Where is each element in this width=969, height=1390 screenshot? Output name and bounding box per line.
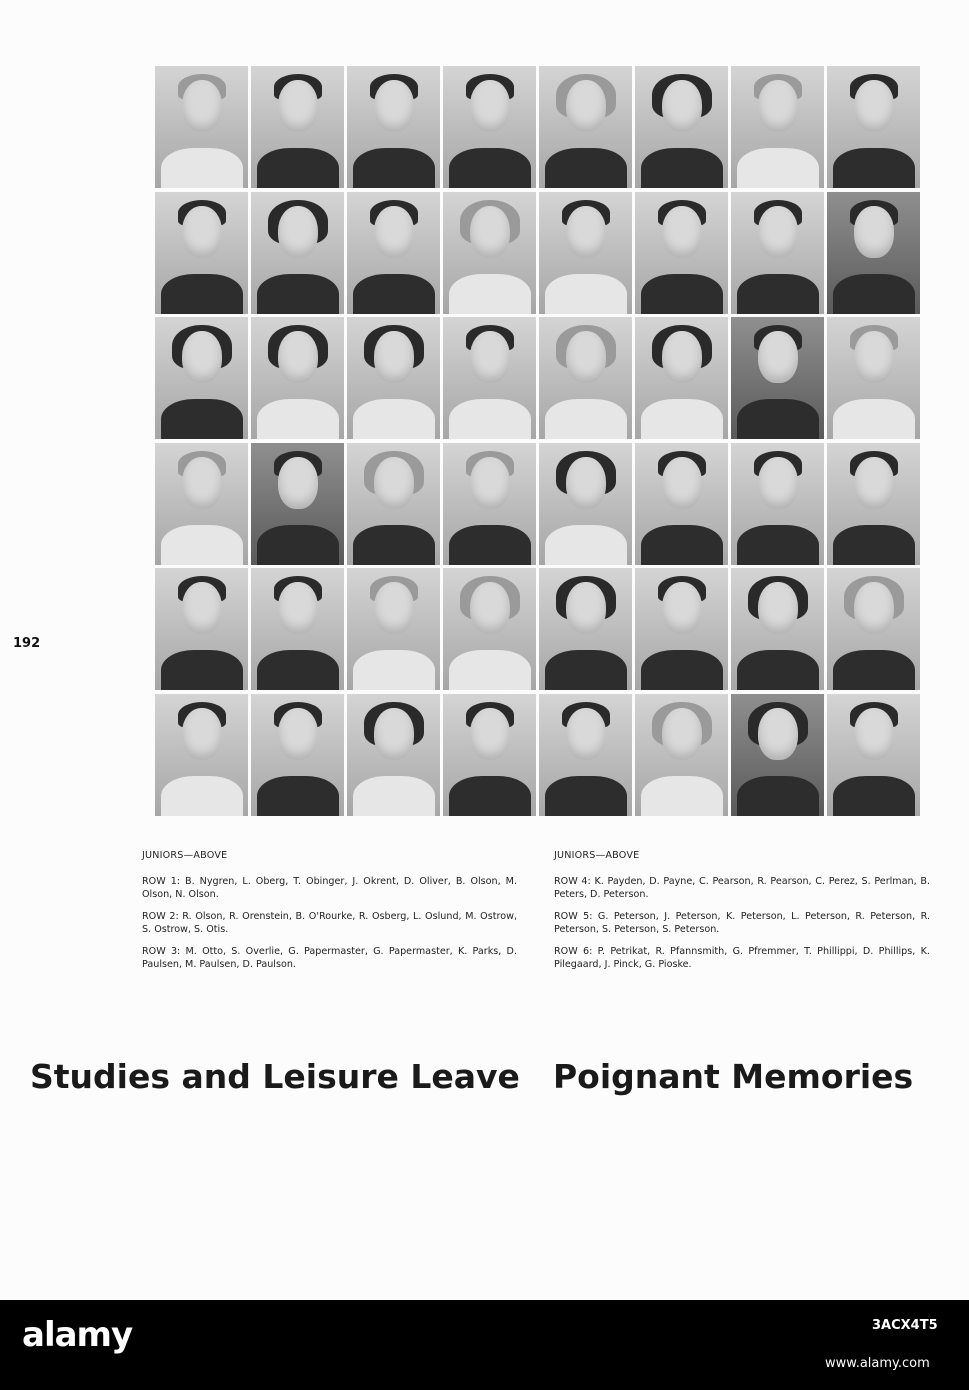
- portrait-photo: [347, 192, 440, 314]
- portrait-photo: [443, 568, 536, 690]
- portrait-photo: [827, 66, 920, 188]
- portrait-photo: [827, 192, 920, 314]
- portrait-photo: [635, 568, 728, 690]
- portrait-photo: [443, 317, 536, 439]
- alamy-logo: alamy: [22, 1315, 133, 1355]
- portrait-photo: [443, 66, 536, 188]
- portrait-photo: [635, 317, 728, 439]
- page-number: 192: [13, 636, 41, 651]
- caption-block-right: [554, 849, 930, 980]
- caption-row: ROW 3: M. Otto, S. Overlie, G. Papermaster, G. Papermaster, K. Parks, D. Paulsen, M. Paulsen, D. Paulson.: [142, 945, 517, 970]
- caption-heading: JUNIORS—ABOVE: [142, 850, 228, 861]
- caption-row: ROW 4: K. Payden, D. Payne, C. Pearson, R. Pearson, C. Perez, S. Perlman, B. Peters, D. Peterson.: [554, 875, 930, 900]
- caption-heading: JUNIORS—ABOVE: [554, 850, 640, 861]
- portrait-photo: [251, 317, 344, 439]
- portrait-photo: [251, 694, 344, 816]
- portrait-photo: [827, 568, 920, 690]
- portrait-photo: [347, 568, 440, 690]
- portrait-photo: [443, 192, 536, 314]
- portrait-photo: [539, 317, 632, 439]
- headline-right: Poignant Memories: [553, 1057, 914, 1096]
- portrait-photo: [731, 66, 824, 188]
- portrait-photo: [443, 443, 536, 565]
- portrait-photo: [155, 568, 248, 690]
- portrait-photo: [635, 694, 728, 816]
- portrait-photo: [155, 317, 248, 439]
- portrait-photo: [251, 66, 344, 188]
- caption-row: ROW 2: R. Olson, R. Orenstein, B. O'Rourke, R. Osberg, L. Oslund, M. Ostrow, S. Ostrow, S. Otis.: [142, 910, 517, 935]
- portrait-photo: [539, 568, 632, 690]
- portrait-photo: [155, 694, 248, 816]
- portrait-photo: [155, 66, 248, 188]
- caption-row: ROW 1: B. Nygren, L. Oberg, T. Obinger, J. Okrent, D. Oliver, B. Olson, M. Olson, N. Olson.: [142, 875, 517, 900]
- portrait-photo: [731, 694, 824, 816]
- portrait-photo: [443, 694, 536, 816]
- portrait-photo: [251, 568, 344, 690]
- portrait-photo: [155, 192, 248, 314]
- caption-row: ROW 6: P. Petrikat, R. Pfannsmith, G. Pfremmer, T. Phillippi, D. Phillips, K. Pilegaard, J. Pinck, G. Pioske.: [554, 945, 930, 970]
- portrait-photo: [539, 66, 632, 188]
- portrait-photo: [827, 694, 920, 816]
- portrait-photo: [347, 694, 440, 816]
- caption-row: ROW 5: G. Peterson, J. Peterson, K. Peterson, L. Peterson, R. Peterson, R. Peterson, S. Peterson, S. Peterson.: [554, 910, 930, 935]
- portrait-photo: [731, 443, 824, 565]
- portrait-photo: [827, 317, 920, 439]
- portrait-photo: [155, 443, 248, 565]
- site-url: www.alamy.com: [825, 1356, 930, 1371]
- portrait-grid: [155, 66, 920, 816]
- portrait-photo: [635, 66, 728, 188]
- portrait-photo: [731, 568, 824, 690]
- portrait-photo: [539, 192, 632, 314]
- portrait-photo: [251, 443, 344, 565]
- caption-block-left: [142, 849, 517, 980]
- portrait-photo: [635, 192, 728, 314]
- watermark-bar: [0, 1300, 969, 1390]
- portrait-photo: [827, 443, 920, 565]
- portrait-photo: [347, 443, 440, 565]
- portrait-photo: [731, 192, 824, 314]
- portrait-photo: [731, 317, 824, 439]
- portrait-photo: [251, 192, 344, 314]
- headline-left: Studies and Leisure Leave: [30, 1057, 520, 1096]
- portrait-photo: [539, 694, 632, 816]
- portrait-photo: [347, 66, 440, 188]
- portrait-photo: [539, 443, 632, 565]
- portrait-photo: [635, 443, 728, 565]
- image-id: 3ACX4T5: [872, 1318, 938, 1333]
- portrait-photo: [347, 317, 440, 439]
